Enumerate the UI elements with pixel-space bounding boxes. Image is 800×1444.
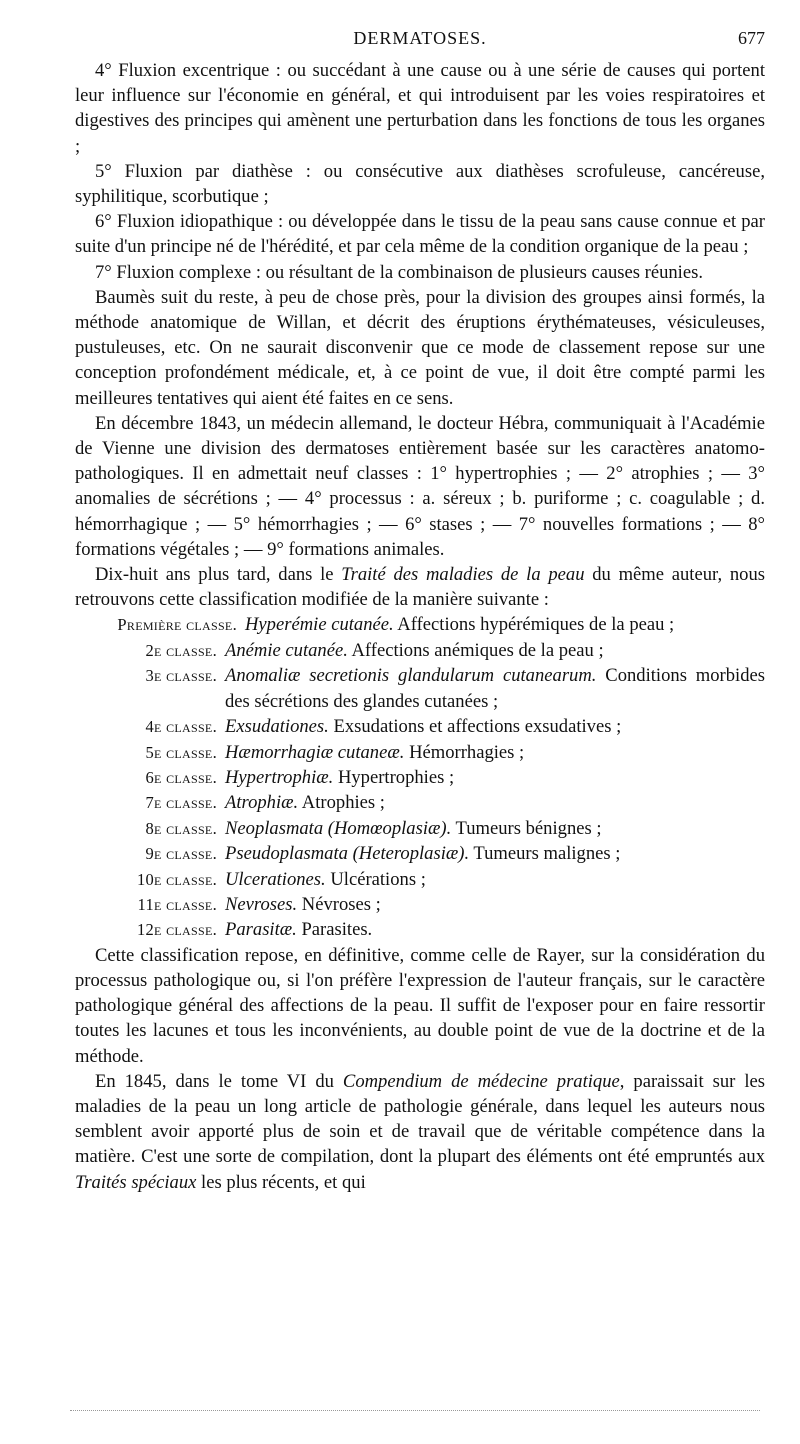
class-latin-name: Anémie cutanée. [225, 639, 348, 661]
class-label: 2e classe. [145, 640, 217, 660]
class-body [225, 663, 765, 714]
class-latin-name: Pseudoplasmata (Heteroplasiæ). [225, 843, 470, 865]
class-body [225, 740, 765, 765]
class-label: 5e classe. [145, 742, 217, 762]
class-latin-name: Ulcerationes. [225, 868, 326, 890]
text-segment: du même auteur, nous retrouvons cette classification modifiée de la manière suivante : [75, 564, 765, 611]
class-latin-name: Hæmorrhagiæ cutaneæ. [225, 741, 405, 763]
class-latin-name: Neoplasmata (Homœoplasiæ). [225, 817, 452, 839]
class-body [225, 841, 765, 866]
class-entry [87, 638, 765, 663]
book-title: Traité des maladies de la peau [341, 564, 585, 586]
class-body [225, 867, 765, 892]
class-entry [87, 790, 765, 815]
paragraph-hebra-traite [75, 562, 765, 612]
class-entry [87, 917, 765, 942]
class-entry [87, 740, 765, 765]
page-header [75, 26, 765, 54]
class-label: 12e classe. [136, 920, 217, 940]
paragraph-hebra-1843: En décembre 1843, un médecin allemand, le docteur Hébra, communiquait à l'Académie de Vienne une division des dermatoses entièrement basée sur les caractères anatomo-pathologiques. Il en admettait neuf classes : 1° hypertrophies ; — 2° atrophies ; — 3° anomalies de sécrétions ; — 4° processus : a. séreux ; b. puriforme ; c. coagulable ; d. hémorrhagique ; — 5° hémorrhagies ; — 6° stases ; — 7° nouvelles formations ; — 8° formations végétales ; — 9° formations animales. [75, 412, 765, 560]
class-latin-name: Hypertrophiæ. [225, 766, 334, 788]
class-latin-name: Parasitæ. [225, 919, 297, 941]
class-description: Hypertrophies ; [333, 766, 455, 788]
class-label: 10e classe. [136, 869, 217, 889]
page-number: 677 [738, 28, 765, 48]
class-entry [87, 714, 765, 739]
class-description: Conditions morbides des sécrétions des glandes cutanées ; [225, 665, 765, 712]
class-description: Tumeurs bénignes ; [451, 817, 602, 839]
class-body [225, 816, 765, 841]
class-latin-name: Nevroses. [225, 893, 298, 915]
book-page [75, 26, 765, 1195]
paragraph-classification-critique: Cette classification repose, en définitive, comme celle de Rayer, sur la considération du processus pathologique ou, si l'on préfère l'expression de l'auteur français, sur le caractère pathologique général des affections de la peau. Il suffit de l'exposer pour en faire ressortir toutes les lacunes et tous les inconvénients, au double point de vue de la doctrine et de la méthode. [75, 944, 765, 1067]
running-title: DERMATOSES. [353, 28, 487, 48]
text-segment: les plus récents, et qui [196, 1171, 366, 1193]
book-title: Traités spéciaux [75, 1171, 197, 1193]
paragraph-fluxion-4: 4° Fluxion excentrique : ou succédant à une cause ou à une série de causes qui portent leur influence sur l'économie en général, et qui introduisent par les voies respiratoires et digestives des principes qui amènent une perturbation dans les fonctions de tous les organes ; [75, 60, 765, 157]
class-body [225, 790, 765, 815]
text-segment: , paraissait sur les maladies de la peau un long article de pathologie générale, dans lequel les auteurs nous semblent avoir apporté plus de soin et de travail que de véritable compétence dans la matière. C'est une sorte de compilation, dont la plupart des éléments ont été empruntés aux [75, 1070, 765, 1168]
class-body [225, 765, 765, 790]
class-latin-name: Anomaliæ secretionis glandularum cutanearum. [225, 665, 597, 687]
class-body [225, 714, 765, 739]
class-entry [87, 867, 765, 892]
class-label: 8e classe. [145, 818, 217, 838]
class-label: 6e classe. [145, 767, 217, 787]
paragraph-fluxion-5: 5° Fluxion par diathèse : ou consécutive aux diathèses scrofuleuse, cancéreuse, syphilitique, scorbutique ; [75, 160, 765, 208]
class-description: Hémorrhagies ; [404, 741, 525, 763]
class-entry [71, 612, 765, 637]
class-description: Exsudations et affections exsudatives ; [328, 716, 622, 738]
class-entry [87, 892, 765, 917]
class-label: 3e classe. [145, 666, 217, 686]
class-label: 11e classe. [137, 894, 217, 914]
paragraph-fluxion-7: 7° Fluxion complexe : ou résultant de la combinaison de plusieurs causes réunies. [95, 261, 703, 283]
class-description: Parasites. [296, 919, 373, 941]
class-body [225, 892, 765, 917]
class-label: 9e classe. [145, 844, 217, 864]
class-body [225, 638, 765, 663]
paragraph-baumes: Baumès suit du reste, à peu de chose près, pour la division des groupes ainsi formés, la méthode anatomique de Willan, et décrit des éruptions érythémateuses, vésiculeuses, pustuleuses, etc. On ne saurait disconvenir que ce mode de classement repose sur une conception profondément médicale, et, à ce point de vue, il doit être compté parmi les meilleures tentatives qui aient été faites en ce sens. [75, 286, 765, 409]
class-entry [87, 841, 765, 866]
text-segment: En 1845, dans le tome VI du [95, 1070, 343, 1092]
class-body [225, 917, 765, 942]
class-description: Atrophies ; [298, 792, 385, 814]
text-segment: Dix-huit ans plus tard, dans le [95, 564, 342, 586]
footer-rule [70, 1410, 760, 1411]
class-entry [87, 663, 765, 714]
book-title: Compendium de médecine pratique [342, 1070, 620, 1092]
classification-list [75, 612, 765, 942]
class-description: Affections hypérémiques de la peau ; [393, 614, 675, 636]
class-description: Affections anémiques de la peau ; [347, 639, 604, 661]
paragraph-compendium-1845 [75, 1069, 765, 1195]
class-entry [87, 765, 765, 790]
class-description: Ulcérations ; [325, 868, 426, 890]
class-body [245, 612, 765, 637]
class-label: 7e classe. [145, 793, 217, 813]
class-latin-name: Hyperémie cutanée. [245, 614, 394, 636]
class-latin-name: Atrophiæ. [225, 792, 299, 814]
class-description: Tumeurs malignes ; [469, 843, 621, 865]
class-description: Névroses ; [297, 893, 381, 915]
class-label: Première classe. [117, 615, 237, 635]
paragraph-fluxion-6: 6° Fluxion idiopathique : ou développée dans le tissu de la peau sans cause connue et par suite d'un principe né de l'hérédité, et par cela même de la condition organique de la peau ; [75, 211, 765, 258]
class-entry [87, 816, 765, 841]
class-latin-name: Exsudationes. [225, 716, 329, 738]
class-label: 4e classe. [145, 717, 217, 737]
